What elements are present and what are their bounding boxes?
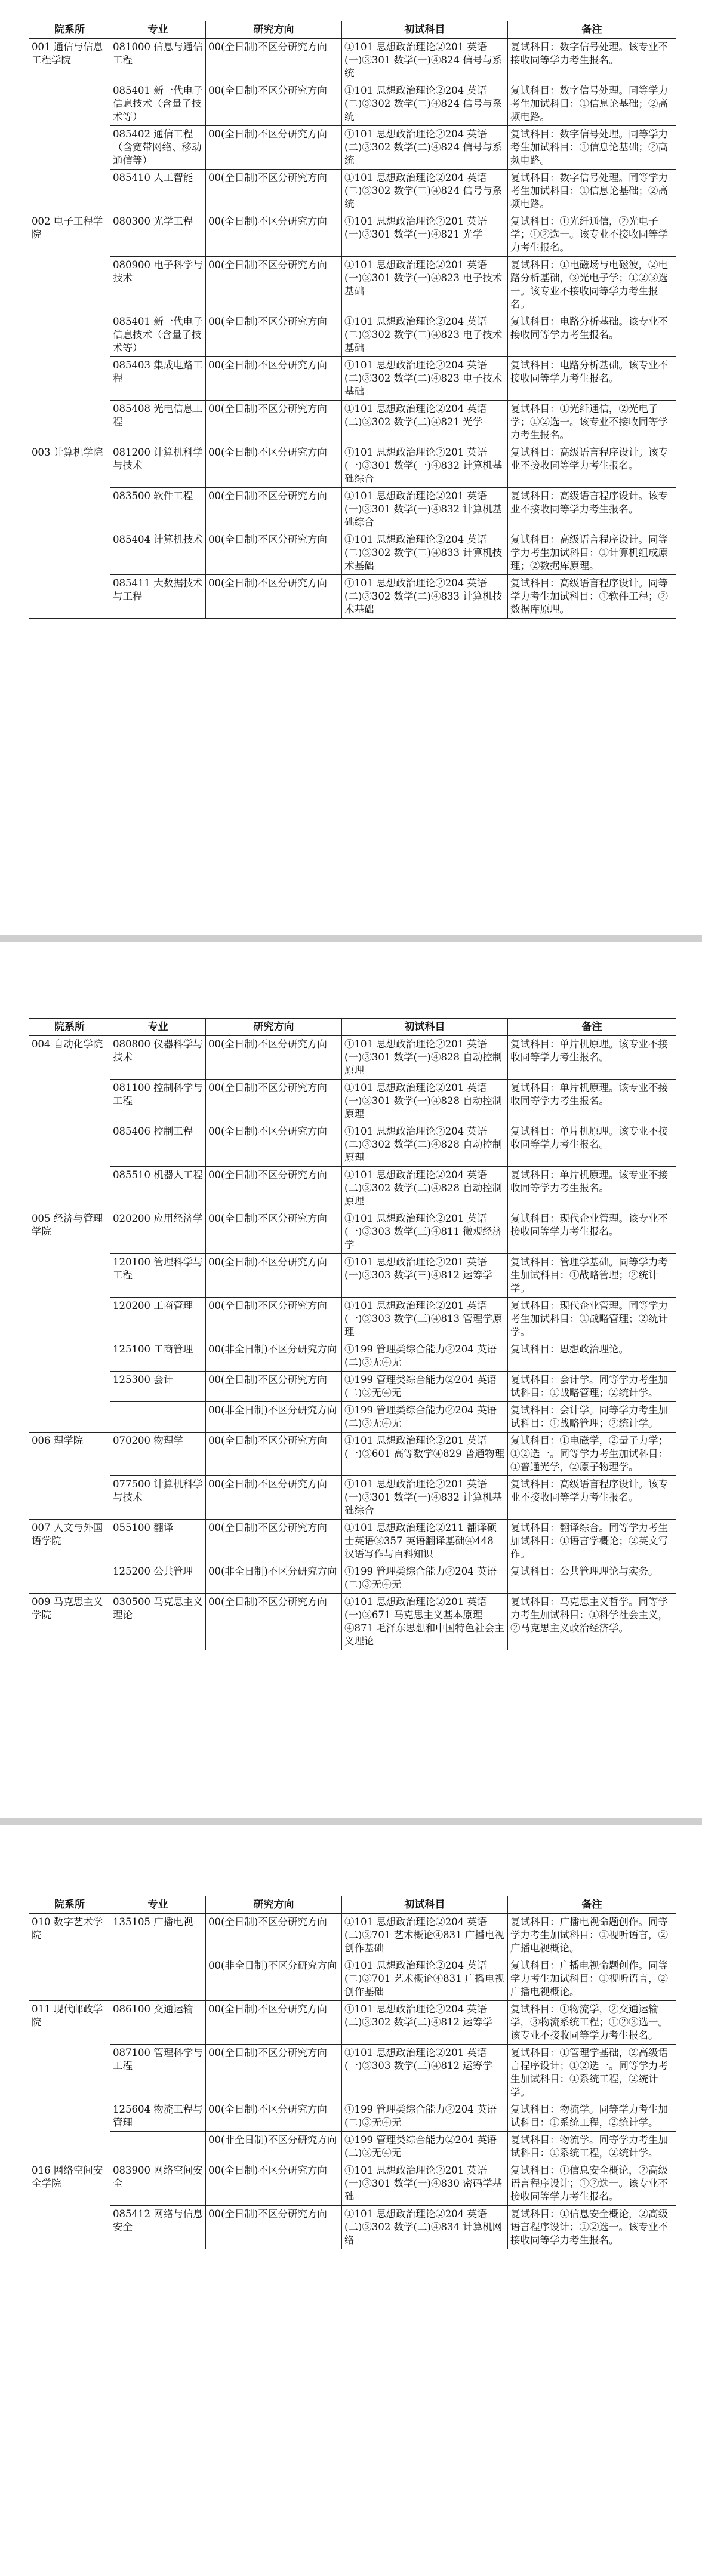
exam-cell: ①199 管理类综合能力②204 英语(二)③无④无 [342,2132,508,2162]
exam-cell: ①199 管理类综合能力②204 英语(二)③无④无 [342,1402,508,1433]
major-cell: 085401 新一代电子信息技术（含量子技术等） [110,313,206,357]
exam-cell: ①101 思想政治理论②204 英语(二)③302 数学(二)④821 光学 [342,401,508,444]
direction-cell: 00(全日制)不区分研究方向 [206,1080,342,1123]
direction-cell: 00(非全日制)不区分研究方向 [206,1957,342,2001]
note-header: 备注 [508,1019,676,1036]
exam-cell: ①101 思想政治理论②204 英语(二)③302 数学(二)④828 自动控制原理 [342,1123,508,1167]
exam-cell: ①101 思想政治理论②201 英语(一)③303 数学(三)④812 运筹学 [342,1254,508,1298]
major-cell: 085402 通信工程（含宽带网络、移动通信等） [110,126,206,170]
table-row [29,257,676,313]
exam-cell: ①101 思想政治理论②201 英语(一)③301 数学(一)④832 计算机基础综合 [342,444,508,488]
exam-cell: ①101 思想政治理论②201 英语(一)③303 数学(三)④813 管理学原理 [342,1298,508,1341]
major-cell: 125200 公共管理 [110,1563,206,1594]
direction-header: 研究方向 [206,1896,342,1914]
major-cell: 080900 电子科学与技术 [110,257,206,313]
table-row [29,357,676,401]
table-row [29,2162,676,2206]
table-row [29,1167,676,1210]
page-1 [29,21,676,619]
note-cell: 复试科目：物流学。同等学力考生加试科目：①系统工程，②统计学。 [508,2101,676,2132]
exam-cell: ①101 思想政治理论②201 英语(一)③301 数学(一)④821 光学 [342,213,508,257]
dept-cell: 006 理学院 [29,1433,110,1520]
table-row [29,1563,676,1594]
table-row [29,1957,676,2001]
major-cell [110,1957,206,2001]
direction-cell: 00(全日制)不区分研究方向 [206,531,342,575]
exam-cell: ①199 管理类综合能力②204 英语(二)③无④无 [342,1563,508,1594]
exam-cell: ①101 思想政治理论②204 英语(二)③302 数学(二)④834 计算机网络 [342,2206,508,2249]
note-cell: 复试科目：单片机原理。该专业不接收同等学力考生报名。 [508,1036,676,1080]
exam-cell: ①101 思想政治理论②204 英语(二)③302 数学(二)④824 信号与系统 [342,170,508,213]
note-cell: 复试科目：会计学。同等学力考生加试科目：①战略管理；②统计学。 [508,1402,676,1433]
note-cell: 复试科目：①物流学，②交通运输学，③物流系统工程；①②③选一。该专业不接收同等学力考生报名。 [508,2001,676,2045]
exam-cell: ①199 管理类综合能力②204 英语(二)③无④无 [342,1341,508,1372]
table-row [29,1594,676,1650]
direction-cell: 00(全日制)不区分研究方向 [206,2162,342,2206]
direction-cell: 00(全日制)不区分研究方向 [206,1298,342,1341]
direction-cell: 00(全日制)不区分研究方向 [206,213,342,257]
note-cell: 复试科目：思想政治理论。 [508,1341,676,1372]
note-header: 备注 [508,1896,676,1914]
note-cell: 复试科目：高级语言程序设计。该专业不接收同等学力考生报名。 [508,488,676,531]
direction-cell: 00(全日制)不区分研究方向 [206,1433,342,1476]
major-cell: 030500 马克思主义理论 [110,1594,206,1650]
dept-header: 院系所 [29,21,110,39]
exam-cell: ①101 思想政治理论②201 英语(一)③301 数学(一)④828 自动控制原理 [342,1036,508,1080]
admissions-table [29,21,676,619]
major-cell: 085408 光电信息工程 [110,401,206,444]
table-row [29,170,676,213]
header-row [29,21,676,39]
major-header: 专业 [110,1896,206,1914]
note-cell: 复试科目：高级语言程序设计。同等学力考生加试科目：①软件工程；②数据库原理。 [508,575,676,619]
dept-cell: 009 马克思主义学院 [29,1594,110,1650]
table-row [29,2001,676,2045]
direction-cell: 00(全日制)不区分研究方向 [206,2206,342,2249]
major-cell: 085401 新一代电子信息技术（含量子技术等） [110,82,206,126]
header-row [29,1896,676,1914]
direction-cell: 00(全日制)不区分研究方向 [206,575,342,619]
note-cell: 复试科目：高级语言程序设计。该专业不接收同等学力考生报名。 [508,1476,676,1520]
exam-cell: ①101 思想政治理论②201 英语(一)③671 马克思主义基本原理④871 毛泽东思想和中国特色社会主义理论 [342,1594,508,1650]
table-row [29,1123,676,1167]
table-row [29,1254,676,1298]
major-cell: 120200 工商管理 [110,1298,206,1341]
direction-cell: 00(全日制)不区分研究方向 [206,357,342,401]
direction-cell: 00(全日制)不区分研究方向 [206,39,342,82]
note-cell: 复试科目：数字信号处理。同等学力考生加试科目：①信息论基础；②高频电路。 [508,170,676,213]
major-cell: 120100 管理科学与工程 [110,1254,206,1298]
direction-cell: 00(全日制)不区分研究方向 [206,1036,342,1080]
exam-cell: ①101 思想政治理论②204 英语(二)③701 艺术概论④831 广播电视创作基础 [342,1914,508,1957]
dept-cell: 010 数字艺术学院 [29,1914,110,2001]
major-cell: 081200 计算机科学与技术 [110,444,206,488]
table-row [29,444,676,488]
note-cell: 复试科目：数字信号处理。该专业不接收同等学力考生报名。 [508,39,676,82]
dept-cell: 007 人文与外国语学院 [29,1520,110,1594]
table-row [29,1341,676,1372]
direction-cell: 00(全日制)不区分研究方向 [206,1123,342,1167]
direction-header: 研究方向 [206,1019,342,1036]
major-cell: 125604 物流工程与管理 [110,2101,206,2132]
exam-cell: ①101 思想政治理论②204 英语(二)③302 数学(二)④812 运筹学 [342,2001,508,2045]
note-cell: 复试科目：现代企业管理。该专业不接收同等学力考生报名。 [508,1210,676,1254]
note-header: 备注 [508,21,676,39]
dept-cell: 001 通信与信息工程学院 [29,39,110,213]
direction-cell: 00(全日制)不区分研究方向 [206,1254,342,1298]
exam-cell: ①101 思想政治理论②204 英语(二)③701 艺术概论④831 广播电视创作基础 [342,1957,508,2001]
page-separator [0,1818,702,1825]
direction-cell: 00(非全日制)不区分研究方向 [206,1402,342,1433]
major-cell: 080800 仪器科学与技术 [110,1036,206,1080]
dept-cell: 004 自动化学院 [29,1036,110,1210]
table-row [29,2045,676,2101]
page-3 [29,1896,676,2249]
table-row [29,1210,676,1254]
note-cell: 复试科目：①电磁场与电磁波，②电路分析基础，③光电子学；①②③选一。该专业不接收同等学力考生报名。 [508,257,676,313]
table-row [29,1433,676,1476]
exam-cell: ①101 思想政治理论②201 英语(一)③301 数学(一)④832 计算机基础综合 [342,488,508,531]
exam-cell: ①101 思想政治理论②201 英语(一)③301 数学(一)④823 电子技术基础 [342,257,508,313]
exam-cell: ①101 思想政治理论②204 英语(二)③302 数学(二)④824 信号与系统 [342,126,508,170]
exam-cell: ①101 思想政治理论②201 英语(一)③303 数学(三)④811 微观经济学 [342,1210,508,1254]
table-row [29,1372,676,1402]
table-row [29,575,676,619]
major-cell: 085406 控制工程 [110,1123,206,1167]
note-cell: 复试科目：数字信号处理。同等学力考生加试科目：①信息论基础；②高频电路。 [508,82,676,126]
major-cell [110,1402,206,1433]
table-row [29,126,676,170]
exam-cell: ①199 管理类综合能力②204 英语(二)③无④无 [342,2101,508,2132]
note-cell: 复试科目：数字信号处理。同等学力考生加试科目：①信息论基础；②高频电路。 [508,126,676,170]
direction-cell: 00(全日制)不区分研究方向 [206,1594,342,1650]
note-cell: 复试科目：①管理学基础，②高级语言程序设计；①②选一。同等学力考生加试科目：①系统工程，②统计学。 [508,2045,676,2101]
note-cell: 复试科目：单片机原理。该专业不接收同等学力考生报名。 [508,1167,676,1210]
dept-cell: 011 现代邮政学院 [29,2001,110,2162]
dept-header: 院系所 [29,1896,110,1914]
direction-cell: 00(全日制)不区分研究方向 [206,126,342,170]
major-cell [110,2132,206,2162]
admissions-table [29,1896,676,2249]
table-row [29,313,676,357]
exam-cell: ①101 思想政治理论②204 英语(二)③302 数学(二)④833 计算机技术基础 [342,531,508,575]
direction-cell: 00(全日制)不区分研究方向 [206,1167,342,1210]
table-row [29,1036,676,1080]
dept-cell: 005 经济与管理学院 [29,1210,110,1433]
note-cell: 复试科目：①光纤通信，②光电子学；①②选一。该专业不接收同等学力考生报名。 [508,213,676,257]
direction-cell: 00(全日制)不区分研究方向 [206,2001,342,2045]
direction-cell: 00(全日制)不区分研究方向 [206,82,342,126]
note-cell: 复试科目：电路分析基础。该专业不接收同等学力考生报名。 [508,313,676,357]
direction-cell: 00(全日制)不区分研究方向 [206,1476,342,1520]
exam-header: 初试科目 [342,1896,508,1914]
major-cell: 087100 管理科学与工程 [110,2045,206,2101]
direction-cell: 00(全日制)不区分研究方向 [206,257,342,313]
exam-cell: ①101 思想政治理论②201 英语(一)③301 数学(一)④824 信号与系统 [342,39,508,82]
major-cell: 085403 集成电路工程 [110,357,206,401]
table-body [29,39,676,619]
direction-cell: 00(全日制)不区分研究方向 [206,401,342,444]
page-separator [0,935,702,942]
table-body [29,1914,676,2249]
direction-cell: 00(非全日制)不区分研究方向 [206,1341,342,1372]
major-cell: 070200 物理学 [110,1433,206,1476]
major-cell: 085412 网络与信息安全 [110,2206,206,2249]
exam-cell: ①101 思想政治理论②204 英语(二)③302 数学(二)④823 电子技术基础 [342,357,508,401]
table-row [29,1402,676,1433]
major-cell: 055100 翻译 [110,1520,206,1563]
major-cell: 077500 计算机科学与技术 [110,1476,206,1520]
table-row [29,1080,676,1123]
note-cell: 复试科目：①信息安全概论，②高级语言程序设计；①②选一。该专业不接收同等学力考生报名。 [508,2162,676,2206]
note-cell: 复试科目：①电磁学，②量子力学；①②选一。同等学力考生加试科目：①普通光学，②原子物理学。 [508,1433,676,1476]
note-cell: 复试科目：翻译综合。同等学力考生加试科目：①语言学概论；②英文写作。 [508,1520,676,1563]
major-header: 专业 [110,21,206,39]
direction-cell: 00(全日制)不区分研究方向 [206,2101,342,2132]
note-cell: 复试科目：现代企业管理。同等学力考生加试科目：①战略管理；②统计学。 [508,1298,676,1341]
direction-cell: 00(非全日制)不区分研究方向 [206,2132,342,2162]
major-cell: 083500 软件工程 [110,488,206,531]
exam-cell: ①101 思想政治理论②204 英语(二)③302 数学(二)④828 自动控制原理 [342,1167,508,1210]
exam-cell: ①101 思想政治理论②201 英语(一)③601 高等数学④829 普通物理 [342,1433,508,1476]
page-2 [29,1018,676,1650]
direction-cell: 00(全日制)不区分研究方向 [206,488,342,531]
table-body [29,1036,676,1650]
note-cell: 复试科目：单片机原理。该专业不接收同等学力考生报名。 [508,1080,676,1123]
major-cell: 085404 计算机技术 [110,531,206,575]
exam-cell: ①199 管理类综合能力②204 英语(二)③无④无 [342,1372,508,1402]
note-cell: 复试科目：①光纤通信，②光电子学；①②选一。该专业不接收同等学力考生报名。 [508,401,676,444]
exam-cell: ①101 思想政治理论②211 翻译硕士英语③357 英语翻译基础④448 汉语写作与百科知识 [342,1520,508,1563]
dept-cell: 003 计算机学院 [29,444,110,619]
direction-cell: 00(非全日制)不区分研究方向 [206,1563,342,1594]
major-cell: 081100 控制科学与工程 [110,1080,206,1123]
exam-cell: ①101 思想政治理论②204 英语(二)③302 数学(二)④823 电子技术基础 [342,313,508,357]
note-cell: 复试科目：①信息安全概论，②高级语言程序设计；①②选一。该专业不接收同等学力考生报名。 [508,2206,676,2249]
exam-cell: ①101 思想政治理论②204 英语(二)③302 数学(二)④833 计算机技术基础 [342,575,508,619]
major-cell: 085410 人工智能 [110,170,206,213]
header-row [29,1019,676,1036]
note-cell: 复试科目：高级语言程序设计。同等学力考生加试科目：①计算机组成原理；②数据库原理。 [508,531,676,575]
direction-cell: 00(全日制)不区分研究方向 [206,1520,342,1563]
dept-cell: 016 网络空间安全学院 [29,2162,110,2249]
major-cell: 086100 交通运输 [110,2001,206,2045]
major-cell: 085510 机器人工程 [110,1167,206,1210]
admissions-table [29,1018,676,1650]
major-cell: 125100 工商管理 [110,1341,206,1372]
note-cell: 复试科目：物流学。同等学力考生加试科目：①系统工程，②统计学。 [508,2132,676,2162]
table-row [29,401,676,444]
note-cell: 复试科目：公共管理理论与实务。 [508,1563,676,1594]
table-row [29,213,676,257]
note-cell: 复试科目：会计学。同等学力考生加试科目：①战略管理；②统计学。 [508,1372,676,1402]
table-row [29,39,676,82]
exam-cell: ①101 思想政治理论②201 英语(一)③301 数学(一)④830 密码学基础 [342,2162,508,2206]
exam-cell: ①101 思想政治理论②201 英语(一)③301 数学(一)④828 自动控制原理 [342,1080,508,1123]
dept-header: 院系所 [29,1019,110,1036]
direction-cell: 00(全日制)不区分研究方向 [206,313,342,357]
note-cell: 复试科目：广播电视命题创作。同等学力考生加试科目：①视听语言，②广播电视概论。 [508,1914,676,1957]
exam-header: 初试科目 [342,21,508,39]
table-row [29,488,676,531]
table-row [29,1476,676,1520]
direction-cell: 00(全日制)不区分研究方向 [206,444,342,488]
table-row [29,2101,676,2132]
note-cell: 复试科目：电路分析基础。该专业不接收同等学力考生报名。 [508,357,676,401]
table-row [29,82,676,126]
major-cell: 080300 光学工程 [110,213,206,257]
exam-cell: ①101 思想政治理论②201 英语(一)③303 数学(三)④812 运筹学 [342,2045,508,2101]
note-cell: 复试科目：马克思主义哲学。同等学力考生加试科目：①科学社会主义，②马克思主义政治经济学。 [508,1594,676,1650]
note-cell: 复试科目：单片机原理。该专业不接收同等学力考生报名。 [508,1123,676,1167]
dept-cell: 002 电子工程学院 [29,213,110,444]
direction-cell: 00(全日制)不区分研究方向 [206,1210,342,1254]
major-header: 专业 [110,1019,206,1036]
direction-cell: 00(全日制)不区分研究方向 [206,1372,342,1402]
table-row [29,1520,676,1563]
major-cell: 085411 大数据技术与工程 [110,575,206,619]
note-cell: 复试科目：广播电视命题创作。同等学力考生加试科目：①视听语言，②广播电视概论。 [508,1957,676,2001]
note-cell: 复试科目：高级语言程序设计。该专业不接收同等学力考生报名。 [508,444,676,488]
major-cell: 135105 广播电视 [110,1914,206,1957]
exam-cell: ①101 思想政治理论②201 英语(一)③301 数学(一)④832 计算机基础综合 [342,1476,508,1520]
note-cell: 复试科目：管理学基础。同等学力考生加试科目：①战略管理；②统计学。 [508,1254,676,1298]
table-row [29,2132,676,2162]
direction-cell: 00(全日制)不区分研究方向 [206,170,342,213]
major-cell: 020200 应用经济学 [110,1210,206,1254]
exam-header: 初试科目 [342,1019,508,1036]
table-row [29,2206,676,2249]
major-cell: 081000 信息与通信工程 [110,39,206,82]
table-row [29,531,676,575]
direction-cell: 00(全日制)不区分研究方向 [206,1914,342,1957]
direction-cell: 00(全日制)不区分研究方向 [206,2045,342,2101]
table-row [29,1914,676,1957]
major-cell: 125300 会计 [110,1372,206,1402]
direction-header: 研究方向 [206,21,342,39]
table-row [29,1298,676,1341]
exam-cell: ①101 思想政治理论②204 英语(二)③302 数学(二)④824 信号与系统 [342,82,508,126]
major-cell: 083900 网络空间安全 [110,2162,206,2206]
